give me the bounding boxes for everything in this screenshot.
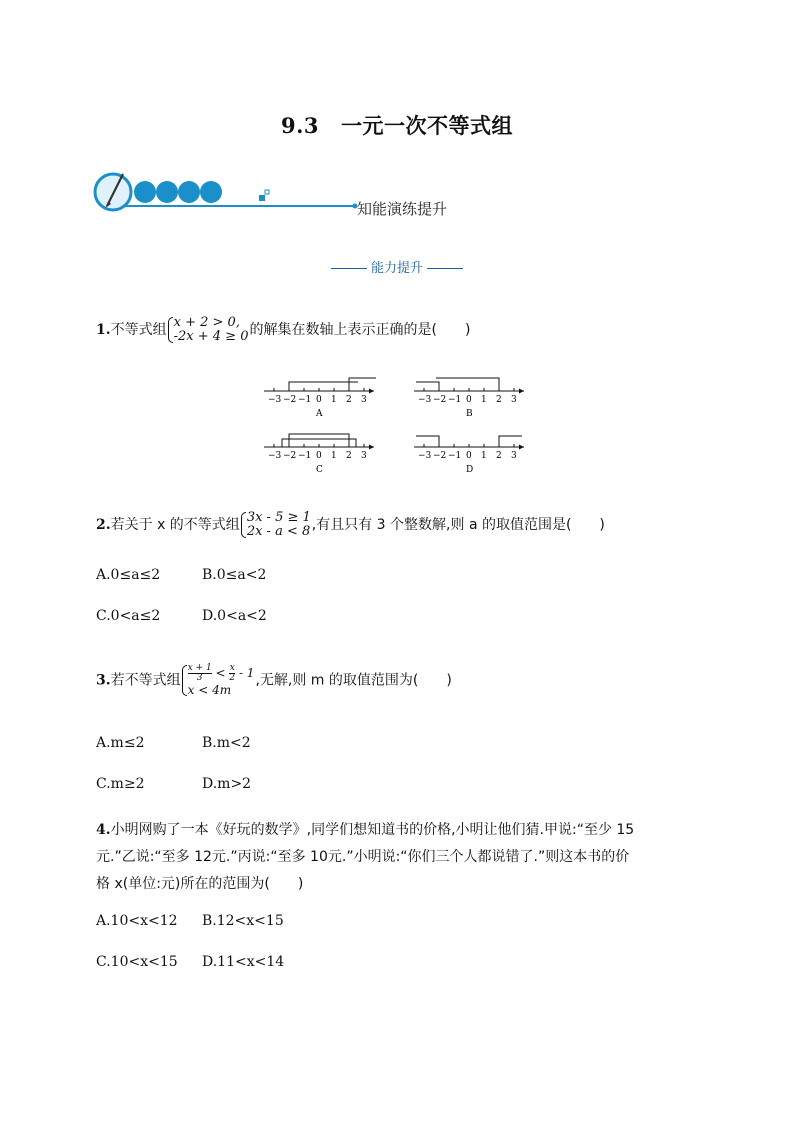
option-label-d: D: [466, 465, 474, 475]
question-number: 1.: [96, 322, 111, 338]
tick-labels-b: [418, 395, 517, 405]
question-text: 若不等式组: [110, 672, 181, 689]
number-line-c: [264, 434, 374, 475]
question-text-suffix: ,无解,则 m 的取值范围为( ): [255, 672, 452, 689]
question-number: 2.: [96, 517, 111, 533]
q3-option-c: C.m≥2: [96, 776, 145, 792]
q3-option-b: B.m<2: [202, 735, 251, 751]
q2-option-d: D.0<a<2: [202, 608, 267, 624]
inequality-system: 3x - 5 ≥ 1 2x - a < 8: [241, 511, 311, 539]
svg-text:−2: −2: [433, 451, 447, 461]
option-label-b: B: [466, 409, 473, 419]
svg-text:0: 0: [316, 451, 322, 461]
question-text-line-1: 小明网购了一本《好玩的数学》,同学们想知道书的价格,小明让他们猜.甲说:“至少 15: [110, 822, 635, 838]
q2-option-a: A.0≤a≤2: [96, 567, 161, 583]
question-text: 不等式组: [110, 322, 167, 338]
svg-text:3: 3: [361, 451, 367, 461]
option-label-c: C: [316, 465, 323, 475]
svg-text:−2: −2: [283, 395, 297, 405]
svg-text:−3: −3: [418, 395, 432, 405]
number-line-diagram: [260, 372, 540, 482]
svg-text:−1: −1: [298, 451, 312, 461]
svg-text:3: 3: [361, 395, 367, 405]
q4-option-b: B.12<x<15: [202, 913, 284, 929]
q2-option-b: B.0≤a<2: [202, 567, 267, 583]
number-line-d: [414, 436, 524, 475]
svg-text:0: 0: [466, 451, 472, 461]
svg-text:0: 0: [466, 395, 472, 405]
banner-dot-3: [178, 181, 200, 203]
svg-text:−3: −3: [268, 451, 282, 461]
q4-option-d: D.11<x<14: [202, 954, 285, 970]
question-2: [96, 511, 605, 539]
question-3: [96, 664, 452, 697]
svg-text:3: 3: [511, 395, 517, 405]
question-number: 3.: [96, 672, 111, 689]
question-4: [96, 817, 716, 898]
svg-text:1: 1: [481, 395, 487, 405]
svg-text:1: 1: [331, 395, 337, 405]
section-heading-text: 能力提升: [370, 261, 423, 276]
q4-option-c: C.10<x<15: [96, 954, 178, 970]
page-title: [0, 110, 794, 140]
question-text-suffix: 的解集在数轴上表示正确的是( ): [249, 322, 471, 338]
option-label-a: A: [316, 409, 323, 419]
svg-text:2: 2: [346, 395, 352, 405]
number-line-b: [414, 378, 524, 419]
question-number: 4.: [96, 822, 111, 838]
number-line-a: [264, 378, 376, 419]
svg-text:−2: −2: [433, 395, 447, 405]
tick-labels-c: [268, 451, 367, 461]
svg-text:2: 2: [496, 451, 502, 461]
svg-text:2: 2: [496, 395, 502, 405]
banner-dot-1: [134, 181, 156, 203]
svg-text:3: 3: [511, 451, 517, 461]
svg-text:−1: −1: [448, 451, 462, 461]
svg-text:−2: −2: [283, 451, 297, 461]
q3-option-d: D.m>2: [202, 776, 252, 792]
svg-text:0: 0: [316, 395, 322, 405]
svg-text:−1: −1: [448, 395, 462, 405]
question-1: [96, 316, 470, 344]
q4-option-a: A.10<x<12: [96, 913, 178, 929]
svg-text:−3: −3: [418, 451, 432, 461]
svg-text:−3: −3: [268, 395, 282, 405]
banner-dot-2: [156, 181, 178, 203]
inequality-system: x + 2 > 0, -2x + 4 ≥ 0: [168, 316, 249, 344]
question-text-suffix: ,有且只有 3 个整数解,则 a 的取值范围是( ): [311, 517, 605, 533]
banner-dot-4: [200, 181, 222, 203]
svg-text:−1: −1: [298, 395, 312, 405]
tick-labels-d: [418, 451, 517, 461]
section-title: 一元一次不等式组: [341, 113, 514, 138]
q2-option-c: C.0<a≤2: [96, 608, 161, 624]
section-number: 9.3: [280, 113, 320, 138]
question-text-line-3: 格 x(单位:元)所在的范围为( ): [96, 876, 304, 892]
section-heading: [0, 257, 794, 276]
question-text: 若关于 x 的不等式组: [110, 517, 240, 533]
banner-label: 知能演练提升: [357, 200, 448, 218]
svg-text:1: 1: [331, 451, 337, 461]
tick-labels-a: [268, 395, 367, 405]
q3-option-a: A.m≤2: [96, 735, 145, 751]
svg-text:2: 2: [346, 451, 352, 461]
svg-text:1: 1: [481, 451, 487, 461]
question-text-line-2: 元.”乙说:“至多 12元.”丙说:“至多 10元.”小明说:“你们三个人都说错了.”则这本书的价: [96, 849, 630, 865]
inequality-system: $\frac{x + 1}{3}$ < $\frac{x}{2}$ - 1 x < 4m: [182, 664, 255, 697]
